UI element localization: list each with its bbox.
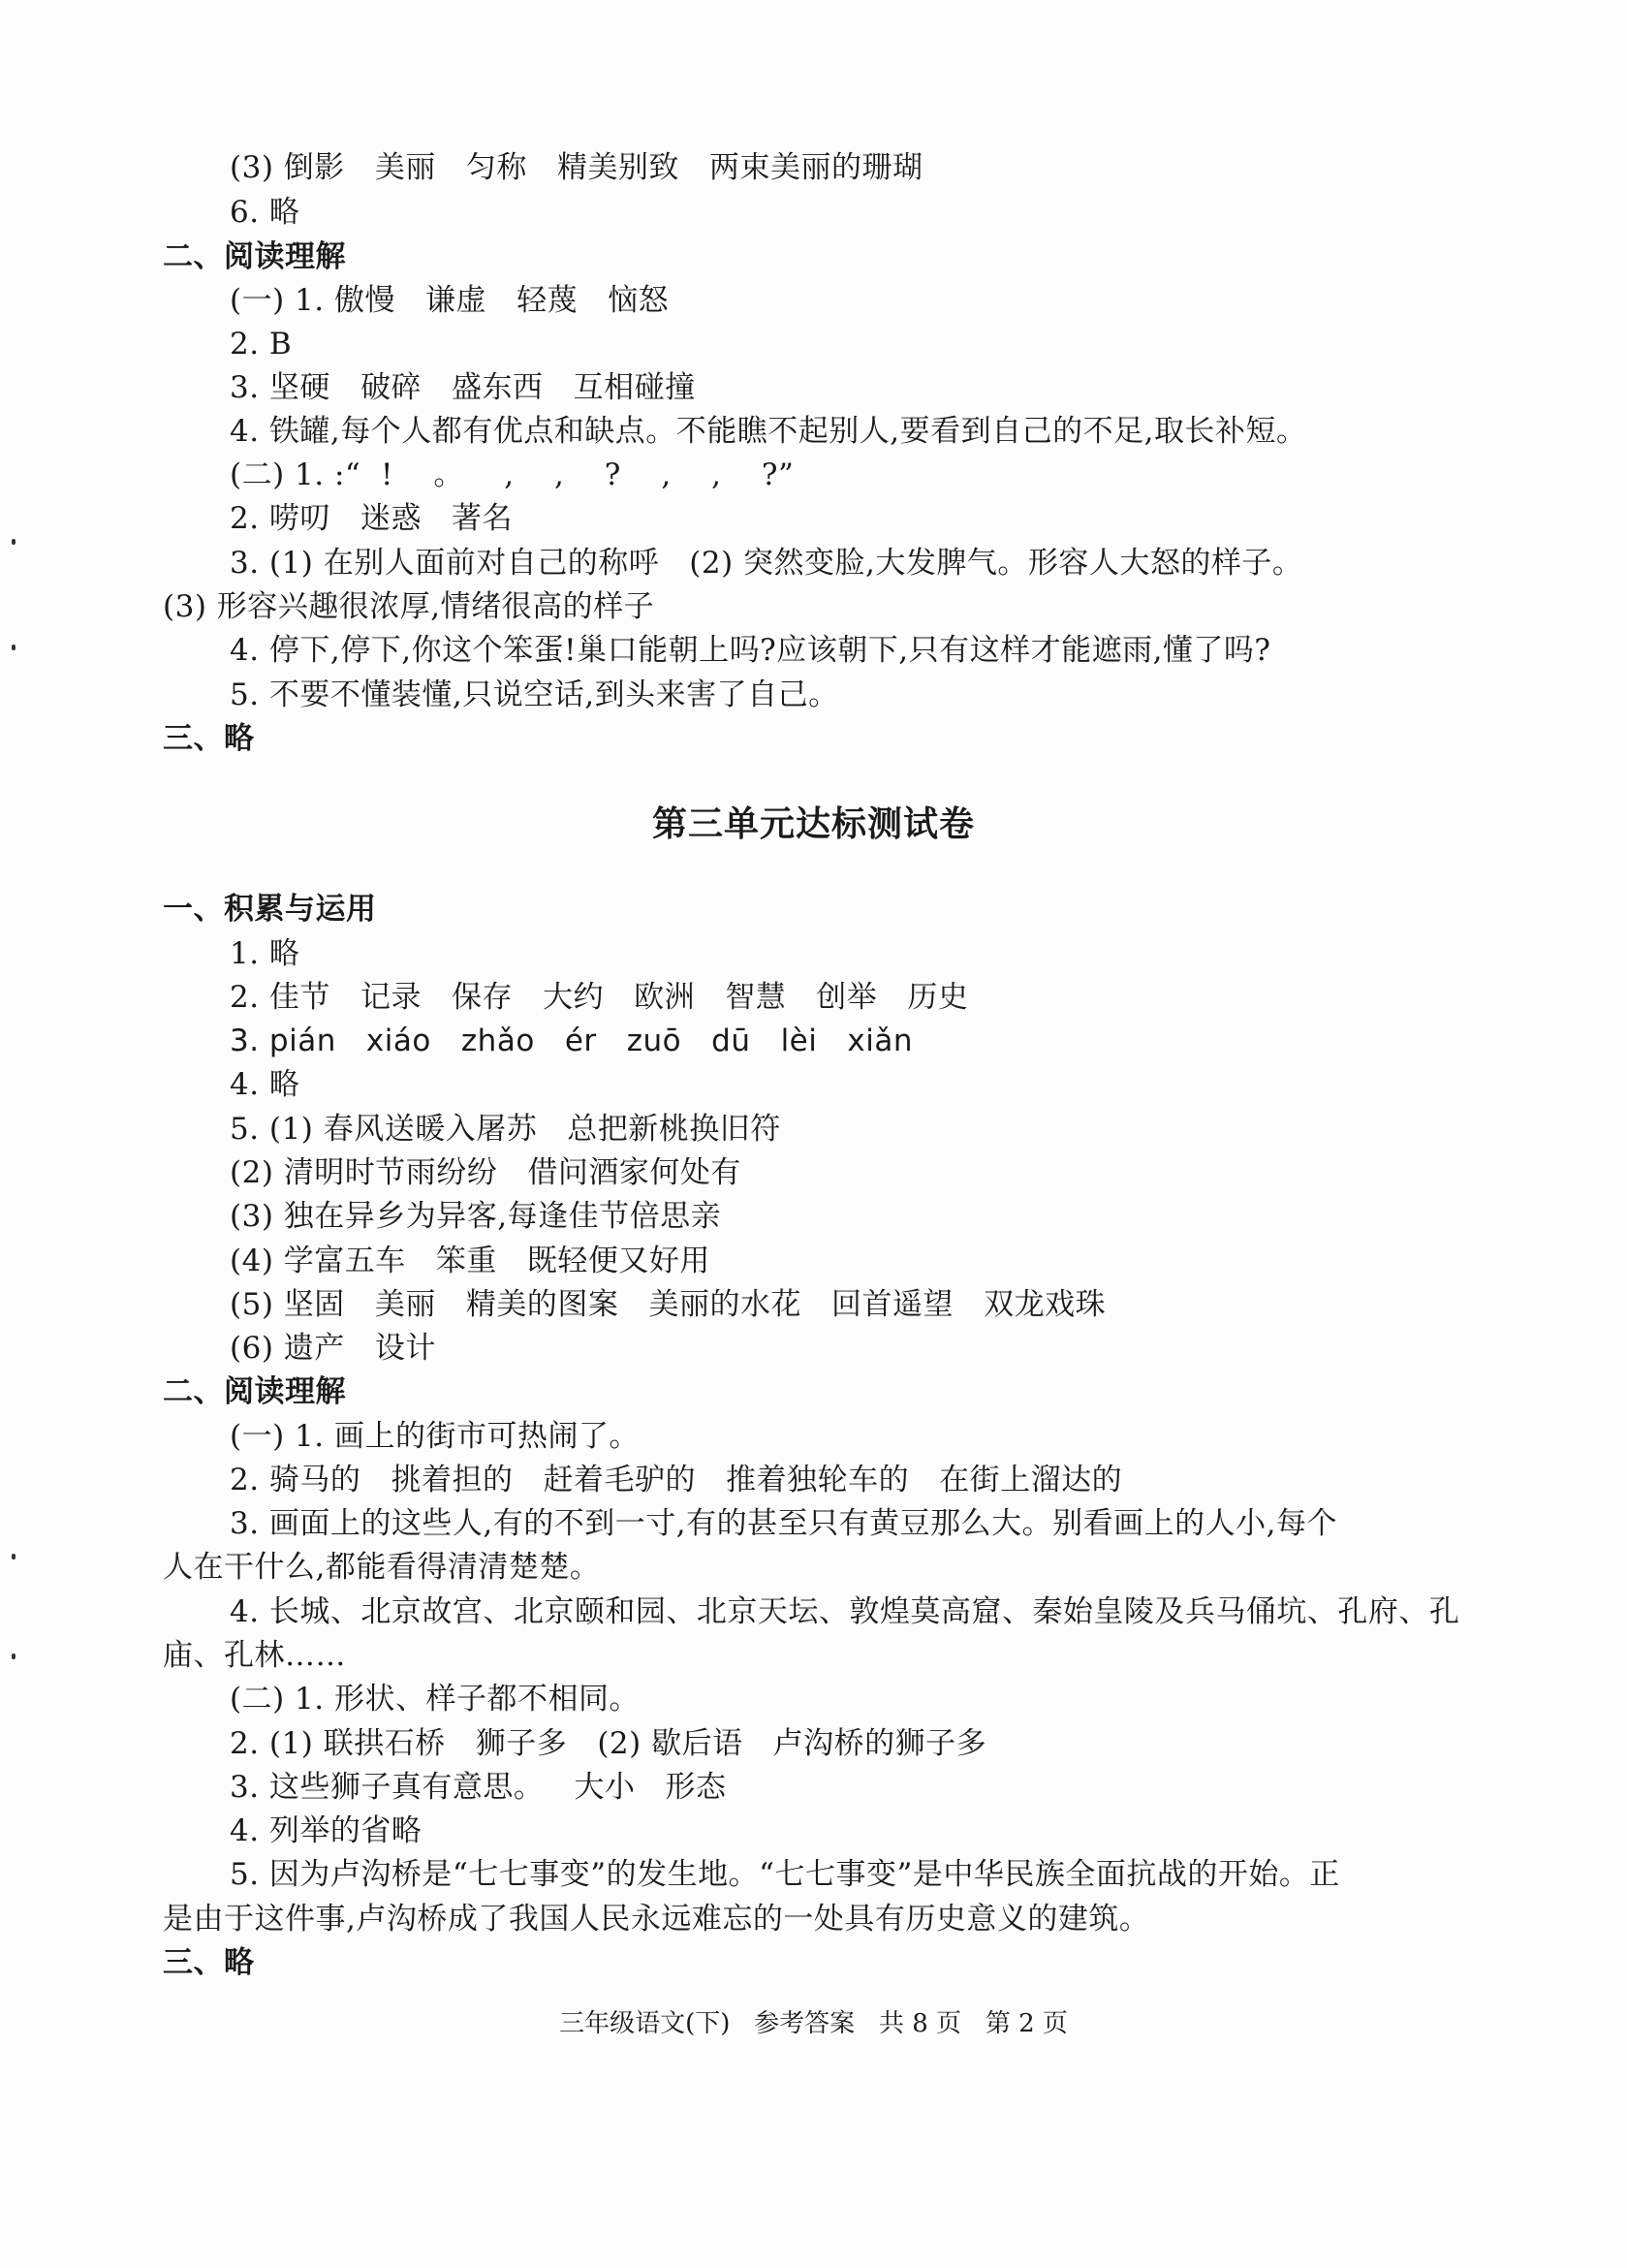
- answer-line: (2) 清明时节雨纷纷 借问酒家何处有: [230, 1155, 741, 1190]
- section-heading: 二、阅读理解: [163, 239, 346, 274]
- answer-line: (一) 1. 画上的街市可热闹了。: [230, 1419, 640, 1454]
- answer-line: 5. (1) 春风送暖入屠苏 总把新桃换旧符: [230, 1112, 781, 1147]
- scan-speck: [12, 539, 16, 545]
- answer-line: 2. 佳节 记录 保存 大约 欧洲 智慧 创举 历史: [230, 980, 969, 1015]
- answer-line: 庙、孔林……: [163, 1638, 346, 1673]
- answer-line: 3. 坚硬 破碎 盛东西 互相碰撞: [230, 370, 696, 405]
- answer-line: (一) 1. 傲慢 谦虚 轻蔑 恼怒: [230, 283, 670, 318]
- answer-line: 5. 不要不懂装懂,只说空话,到头来害了自己。: [230, 677, 839, 712]
- answer-line: 4. 略: [230, 1067, 300, 1102]
- answer-line: 4. 长城、北京故宫、北京颐和园、北京天坛、敦煌莫高窟、秦始皇陵及兵马俑坑、孔府、孔: [230, 1594, 1460, 1629]
- section-heading: 三、略: [163, 721, 255, 756]
- answer-line: 2. (1) 联拱石桥 狮子多 (2) 歇后语 卢沟桥的狮子多: [230, 1726, 987, 1761]
- answer-line: 2. 唠叨 迷惑 著名: [230, 501, 514, 536]
- section-heading: 三、略: [163, 1945, 255, 1980]
- answer-line: 2. B: [230, 327, 293, 362]
- pinyin-line: 3. pián xiáo zhǎo ér zuō dū lèi xiǎn: [230, 1024, 914, 1058]
- answer-line: (6) 遗产 设计: [230, 1331, 436, 1366]
- unit-title: 第三单元达标测试卷: [651, 804, 975, 844]
- scan-speck: [12, 645, 16, 650]
- answer-line: 人在干什么,都能看得清清楚楚。: [163, 1550, 601, 1585]
- answer-line: (4) 学富五车 笨重 既轻便又好用: [230, 1244, 710, 1278]
- scan-speck: [12, 1554, 16, 1559]
- answer-line: (二) 1. :“ ! 。 , , ? , , ?”: [230, 457, 795, 492]
- answer-line: 2. 骑马的 挑着担的 赶着毛驴的 推着独轮车的 在街上溜达的: [230, 1463, 1123, 1497]
- answer-line: 6. 略: [230, 195, 300, 230]
- answer-line: 3. 这些狮子真有意思。 大小 形态: [230, 1770, 727, 1805]
- answer-line: (3) 倒影 美丽 匀称 精美别致 两束美丽的珊瑚: [230, 150, 923, 185]
- answer-line: (二) 1. 形状、样子都不相同。: [230, 1682, 640, 1717]
- answer-line: 3. (1) 在别人面前对自己的称呼 (2) 突然变脸,大发脾气。形容人大怒的样子。: [230, 546, 1303, 581]
- answer-line: 5. 因为卢沟桥是“七七事变”的发生地。“七七事变”是中华民族全面抗战的开始。正: [230, 1857, 1340, 1892]
- answer-line: 4. 列举的省略: [230, 1813, 422, 1848]
- answer-line: 1. 略: [230, 936, 300, 971]
- section-heading: 一、积累与运用: [163, 892, 377, 927]
- page-footer: 三年级语文(下) 参考答案 共 8 页 第 2 页: [559, 2009, 1068, 2038]
- answer-line: (5) 坚固 美丽 精美的图案 美丽的水花 回首遥望 双龙戏珠: [230, 1287, 1107, 1322]
- answer-line: 4. 铁罐,每个人都有优点和缺点。不能瞧不起别人,要看到自己的不足,取长补短。: [230, 414, 1307, 449]
- answer-line: (3) 形容兴趣很浓厚,情绪很高的样子: [163, 589, 655, 624]
- answer-line: (3) 独在异乡为异客,每逢佳节倍思亲: [230, 1199, 722, 1234]
- section-heading: 二、阅读理解: [163, 1374, 346, 1409]
- answer-line: 3. 画面上的这些人,有的不到一寸,有的甚至只有黄豆那么大。别看画上的人小,每个: [230, 1506, 1337, 1541]
- answer-line: 4. 停下,停下,你这个笨蛋!巢口能朝上吗?应该朝下,只有这样才能遮雨,懂了吗?: [230, 633, 1271, 668]
- scan-speck: [12, 1654, 16, 1659]
- answer-line: 是由于这件事,卢沟桥成了我国人民永远难忘的一处具有历史意义的建筑。: [163, 1902, 1150, 1937]
